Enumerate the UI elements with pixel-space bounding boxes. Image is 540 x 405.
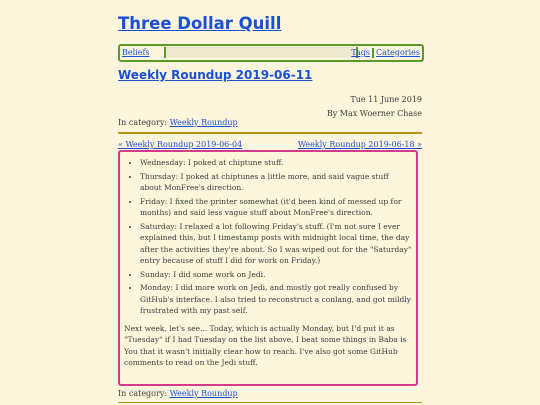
post-meta — [118, 93, 422, 121]
post-content — [118, 150, 418, 386]
site-title[interactable]: Three Dollar Quill — [118, 14, 282, 33]
list-item: • Monday: I did more work on Jedi, and mostly got really confused by GitHub's interface. I also tried to reconstruct a conlang, and got mildly frustrated with my past self. — [140, 282, 412, 317]
category-link[interactable]: Weekly Roundup — [169, 389, 238, 398]
post-category-bottom — [118, 389, 238, 398]
next-post-link[interactable]: Weekly Roundup 2019-06-18 » — [297, 140, 422, 149]
divider — [118, 402, 422, 403]
nav-separator — [372, 48, 374, 58]
prev-post-link[interactable]: « Weekly Roundup 2019-06-04 — [118, 140, 243, 149]
nav-spacer — [164, 47, 358, 58]
nav-link-tags[interactable]: Tags — [351, 48, 370, 57]
day-list — [124, 157, 412, 317]
category-prefix: In category: — [118, 118, 168, 127]
divider — [118, 132, 422, 134]
nav-bar — [118, 44, 424, 62]
post-navigation — [118, 140, 422, 149]
post-category-top — [118, 118, 238, 127]
list-item: • Wednesday: I poked at chiptune stuff. — [140, 157, 412, 169]
nav-link-beliefs[interactable]: Beliefs — [122, 48, 150, 57]
list-item: • Saturday: I relaxed a lot following Friday's stuff. (I'm not sure I ever explained this, but I timestamp posts with midnight local time, the day after the activities they're about. So I was wiped out for the "Saturday" entry because of stuff I did for work on Friday.) — [140, 221, 412, 267]
post-title[interactable]: Weekly Roundup 2019-06-11 — [118, 68, 313, 82]
post-date: Tue 11 June 2019 — [350, 95, 422, 104]
category-prefix: In category: — [118, 389, 168, 398]
list-item: • Thursday: I poked at chiptunes a little more, and said vague stuff about MonFree's direction. — [140, 171, 412, 194]
list-item: • Sunday: I did some work on Jedi. — [140, 269, 412, 281]
post-paragraph: Next week, let's see... Today, which is actually Monday, but I'd put it as "Tuesday" if I had Tuesday on the list above, I beat some things in Baba is You that it wasn't initially clear how to reach. I've also got some GitHub comments to read on the Jedi stuff. — [124, 323, 407, 367]
nav-link-categories[interactable]: Categories — [376, 48, 420, 57]
list-item: • Friday: I fixed the printer somewhat (it'd been kind of messed up for months) and said less vague stuff about MonFree's direction. — [140, 196, 412, 219]
category-link[interactable]: Weekly Roundup — [169, 118, 238, 127]
post-author: By Max Woerner Chase — [326, 109, 422, 118]
